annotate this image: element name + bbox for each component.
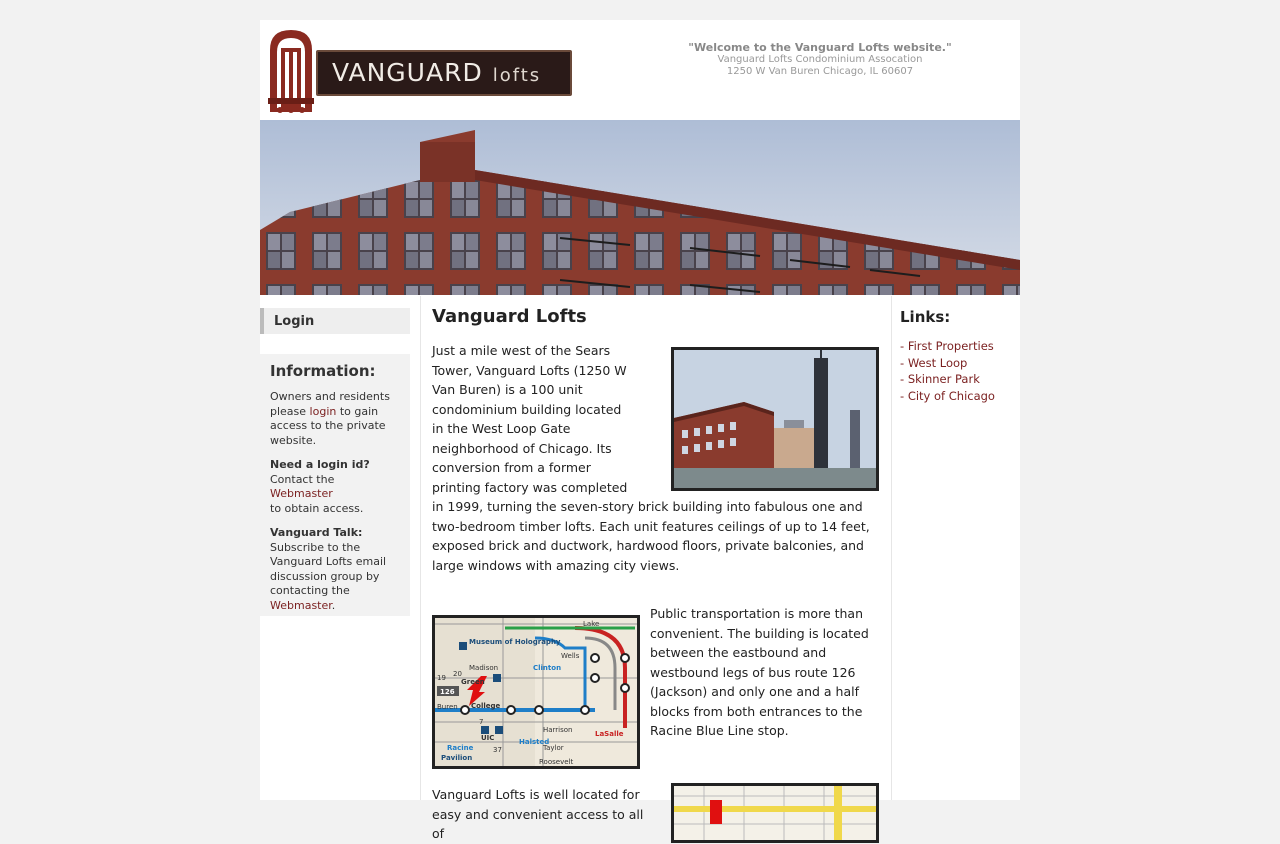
links-heading: Links: <box>900 308 951 326</box>
intro-paragraph <box>432 341 870 575</box>
map-label-route19: 19 <box>437 674 446 682</box>
street-map <box>671 783 879 843</box>
map-label-uic: UIC <box>481 734 495 742</box>
location-text: Vanguard Lofts is well located for easy and convenient access to all of <box>432 787 644 841</box>
map-label-clinton: Clinton <box>533 664 562 672</box>
map-label-museum: Museum of Holography <box>469 638 561 646</box>
map-label-roosevelt: Roosevelt <box>539 758 574 766</box>
login-inline-link[interactable]: login <box>309 404 337 418</box>
information-heading: Information: <box>270 362 376 380</box>
logo-sub-text: lofts <box>492 65 542 86</box>
map-label-route37: 37 <box>493 746 502 754</box>
logo-main-text: VANGUARD <box>332 58 483 87</box>
map-label-taylor: Taylor <box>543 744 564 752</box>
map-label-wells: Wells <box>561 652 580 660</box>
link-label-west-loop[interactable]: West Loop <box>907 355 968 370</box>
logo-text <box>332 58 541 87</box>
link-label-skinner-park[interactable]: Skinner Park <box>907 372 980 387</box>
map-label-madison: Madison <box>469 664 499 672</box>
link-skinner-park[interactable]: - Skinner Park <box>900 372 980 387</box>
login-id-pre: Contact the <box>270 472 335 486</box>
vanguard-talk-text <box>270 526 400 613</box>
association-name: Vanguard Lofts Condominium Assocation <box>717 54 923 65</box>
login-info-post: to gain access to the private website. <box>270 404 386 447</box>
page-container <box>260 20 1020 841</box>
login-id-text <box>270 458 400 516</box>
location-paragraph <box>432 785 658 844</box>
links-list <box>900 338 1020 404</box>
login-link[interactable]: Login <box>274 314 315 329</box>
login-info-text <box>270 390 400 448</box>
login-box <box>260 308 410 334</box>
webmaster-link[interactable]: Webmaster <box>270 487 333 500</box>
map-label-halsted: Halsted <box>519 738 550 746</box>
login-info-pre: Owners and residents please <box>270 390 390 418</box>
map-label-green: Green <box>461 678 485 686</box>
right-sidebar <box>900 308 1020 404</box>
transit-text: Public transportation is more than convenient. The building is located between the eastbound and westbound legs of bus route 126 (Jackson) and only one and a half blocks from both entrances to the Racine Blue Line stop. <box>650 606 869 738</box>
arch-emblem-icon <box>266 28 316 114</box>
link-label-city-of-chicago[interactable]: City of Chicago <box>907 388 995 403</box>
map-label-lasalle: LaSalle <box>595 730 624 738</box>
information-panel <box>260 354 410 616</box>
intro-text: Just a mile west of the Sears Tower, Vanguard Lofts (1250 W Van Buren) is a 100 unit condominium building located in the West Loop Gate neighborhood of Chicago. Its conversion from a former printing factory was completed in 1999, turning the seven-story brick building into fabulous one and two-bedroom timber lofts. Each unit features ceilings of up to 14 feet, exposed brick and ductwork, hardwood floors, private balconies, and large windows with amazing city views. <box>432 343 870 573</box>
vanguard-talk-post: . <box>331 598 336 612</box>
map-label-buren: Buren <box>437 703 458 711</box>
link-west-loop[interactable]: - West Loop <box>900 355 968 370</box>
vanguard-talk-pre: Subscribe to the Vanguard Lofts email discussion group by contacting the <box>270 540 387 597</box>
map-label-route7: 7 <box>479 718 484 726</box>
transit-paragraph <box>650 604 870 741</box>
webmaster-link-2[interactable]: Webmaster <box>270 598 332 612</box>
welcome-block <box>640 42 1000 78</box>
vanguard-logo[interactable] <box>266 28 574 114</box>
float-spacer-1 <box>634 341 870 489</box>
page-title: Vanguard Lofts <box>432 306 587 327</box>
main-content <box>420 296 892 841</box>
map-label-harrison: Harrison <box>543 726 573 734</box>
welcome-tagline: "Welcome to the Vanguard Lofts website." <box>688 41 952 54</box>
map-label-pavilion: Pavilion <box>441 754 473 762</box>
link-city-of-chicago[interactable]: - City of Chicago <box>900 388 995 403</box>
map-label-route20: 20 <box>453 670 462 678</box>
association-address: 1250 W Van Buren Chicago, IL 60607 <box>726 66 914 77</box>
left-sidebar <box>260 308 410 616</box>
link-first-properties[interactable]: - First Properties <box>900 339 994 353</box>
link-label-first-properties[interactable]: First Properties <box>907 339 994 353</box>
map-label-route126: 126 <box>440 688 455 696</box>
site-header <box>260 20 1020 120</box>
logo-plate <box>316 50 572 96</box>
login-id-post: to obtain access. <box>270 501 364 515</box>
vanguard-talk-heading: Vanguard Talk: <box>270 526 363 539</box>
login-id-heading: Need a login id? <box>270 458 370 471</box>
transit-map <box>432 615 640 769</box>
building-banner-image <box>260 120 1020 295</box>
map-label-college: College <box>471 702 501 710</box>
map-label-racine: Racine <box>447 744 474 752</box>
map-label-lake: Lake <box>583 620 600 628</box>
